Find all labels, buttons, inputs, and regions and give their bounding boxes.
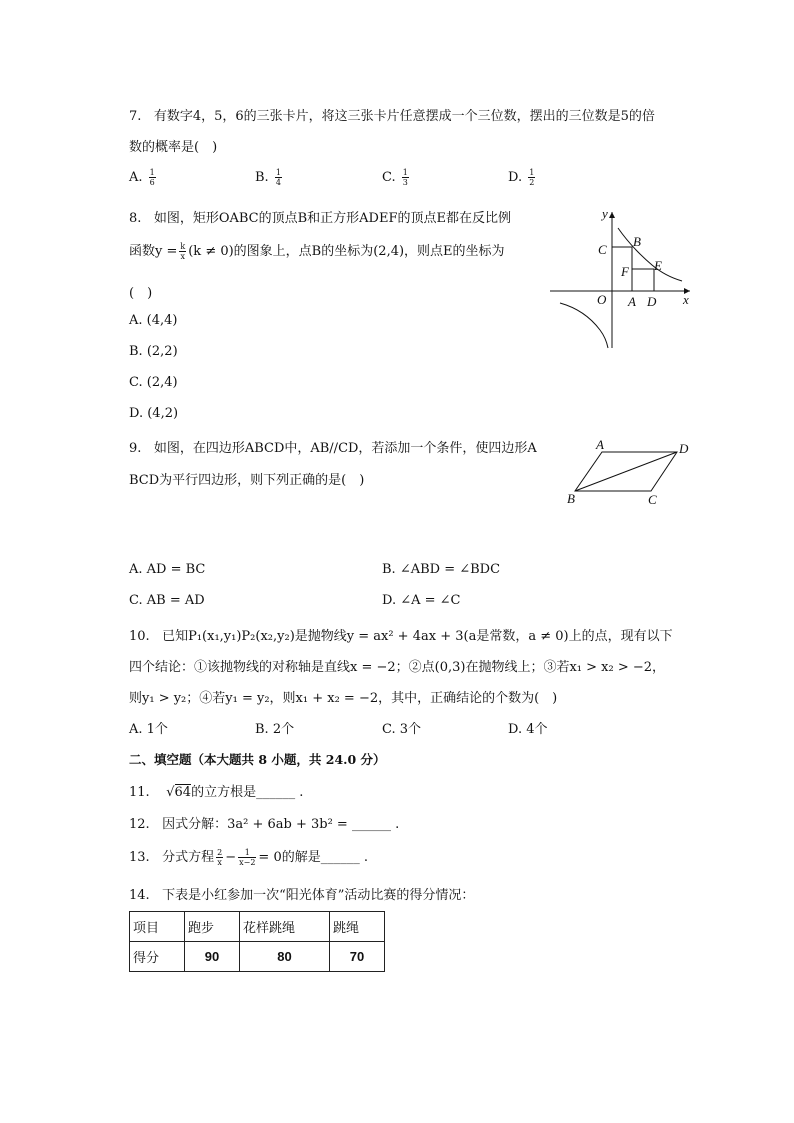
q7-number: 7. xyxy=(129,109,142,124)
q7-option-c: C. $\frac{1}{3}$ xyxy=(382,168,408,187)
label-e: E xyxy=(654,258,662,273)
q8-line3: ( ) xyxy=(129,286,153,301)
hyperbola-branch-2 xyxy=(560,303,608,348)
q8-figure xyxy=(540,200,700,355)
q7-stem: 有数字4，5，6的三张卡片，将这三张卡片任意摆成一个三位数，摆出的三位数是5的倍 xyxy=(153,109,655,124)
q9-option-b: B. ∠ABD = ∠BDC xyxy=(382,562,501,577)
table-header-cell: 花样跳绳 xyxy=(240,912,330,942)
label-f: F xyxy=(621,264,629,279)
table-header-cell: 跳绳 xyxy=(330,912,385,942)
label-a: A xyxy=(628,294,636,309)
fraction: $\frac{2}{x}$ xyxy=(217,848,223,867)
square-adef xyxy=(632,269,654,291)
q9-figure xyxy=(560,435,700,510)
q8-line1 xyxy=(129,207,511,226)
q10-option-b: B. 2个 xyxy=(255,722,295,737)
label-b: B xyxy=(633,234,641,249)
fraction: $\frac{1}{x-2}$ xyxy=(239,848,256,867)
q9-option-c: C. AB = AD xyxy=(129,593,205,608)
label-c: C xyxy=(598,242,607,257)
q13-line: 13. 分式方程 $\frac{2}{x}$ − $\frac{1}{x-2}$ = 0的解是______ . xyxy=(129,848,368,867)
radicand: 64 xyxy=(174,785,192,800)
q7-line1 xyxy=(129,105,655,124)
q11-number: 11. xyxy=(129,785,150,800)
q9-option-a: A. AD = BC xyxy=(129,562,206,577)
label-d: D xyxy=(647,294,657,309)
q13-number: 13. xyxy=(129,850,150,865)
fraction: $\frac{1}{2}$ xyxy=(529,168,535,187)
label-d: D xyxy=(679,441,689,456)
table-cell: 90 xyxy=(185,942,240,972)
q8-stem: 如图，矩形OABC的顶点B和正方形ADEF的顶点E都在反比例 xyxy=(153,211,511,226)
q11-line xyxy=(129,781,303,800)
table-header-cell: 跑步 xyxy=(185,912,240,942)
section-heading: 二、填空题（本大题共 8 小题，共 24.0 分） xyxy=(129,752,386,767)
label-b: B xyxy=(567,491,575,506)
q12-stem: 因式分解：3a² + 6ab + 3b² = ______ . xyxy=(162,817,400,832)
q10-number: 10. xyxy=(129,629,150,644)
label-a: A xyxy=(596,437,604,452)
q8-option-a: A. (4,4) xyxy=(129,313,178,328)
table-row xyxy=(130,942,385,972)
q14-line xyxy=(129,884,474,903)
q9-line1 xyxy=(129,437,537,456)
q10-option-d: D. 4个 xyxy=(508,722,548,737)
fraction: $\frac{k}{x}$ xyxy=(180,242,186,261)
q8-option-d: D. (4,2) xyxy=(129,406,179,421)
q8-option-c: C. (2,4) xyxy=(129,375,178,390)
q9-stem: 如图，在四边形ABCD中，AB//CD，若添加一个条件，使四边形A xyxy=(153,441,537,456)
q10-line2: 四个结论：①该抛物线的对称轴是直线x = −2；②点(0,3)在抛物线上；③若x₁ > x₂ > −2， xyxy=(129,660,666,675)
label-c: C xyxy=(648,492,657,507)
label-o: O xyxy=(597,292,607,307)
q7-option-a: A. $\frac{1}{6}$ xyxy=(129,168,155,187)
diagonal-bd xyxy=(575,452,677,491)
table-cell: 80 xyxy=(240,942,330,972)
sqrt-symbol: √ xyxy=(166,785,175,800)
table-row xyxy=(130,912,385,942)
fraction: $\frac{1}{4}$ xyxy=(275,168,281,187)
q10-line1 xyxy=(129,625,673,644)
q9-number: 9. xyxy=(129,441,142,456)
q11-stem: 的立方根是______ . xyxy=(191,785,304,800)
q9-line2: BCD为平行四边形，则下列正确的是( ) xyxy=(129,473,365,488)
q12-line xyxy=(129,813,399,832)
q12-number: 12. xyxy=(129,817,150,832)
q9-option-d: D. ∠A = ∠C xyxy=(382,593,461,608)
q10-stem: 已知P₁(x₁,y₁)P₂(x₂,y₂)是抛物线y = ax² + 4ax + 3(a是常数，a ≠ 0)上的点，现有以下 xyxy=(162,629,673,644)
table-header-cell: 项目 xyxy=(130,912,185,942)
q8-option-b: B. (2,2) xyxy=(129,344,178,359)
q8-line2: 函数y = $\frac{k}{x}$ (k ≠ 0)的图象上，点B的坐标为(2,4)，则点E的坐标为 xyxy=(129,242,505,261)
q14-number: 14. xyxy=(129,888,150,903)
q14-stem: 下表是小红参加一次“阳光体育”活动比赛的得分情况： xyxy=(162,888,475,903)
q10-option-c: C. 3个 xyxy=(382,722,422,737)
score-table xyxy=(129,911,385,972)
table-cell: 得分 xyxy=(130,942,185,972)
fraction: $\frac{1}{3}$ xyxy=(402,168,408,187)
q7-option-b: B. $\frac{1}{4}$ xyxy=(255,168,281,187)
q7-option-d: D. $\frac{1}{2}$ xyxy=(508,168,535,187)
q7-line2: 数的概率是( ) xyxy=(129,140,218,155)
q10-line3: 则y₁ > y₂；④若y₁ = y₂，则x₁ + x₂ = −2，其中，正确结论的个数为( ) xyxy=(129,691,558,706)
q10-option-a: A. 1个 xyxy=(129,722,168,737)
table-cell: 70 xyxy=(330,942,385,972)
label-x: x xyxy=(683,292,689,307)
label-y: y xyxy=(602,206,608,221)
fraction: $\frac{1}{6}$ xyxy=(149,168,155,187)
q8-number: 8. xyxy=(129,211,142,226)
